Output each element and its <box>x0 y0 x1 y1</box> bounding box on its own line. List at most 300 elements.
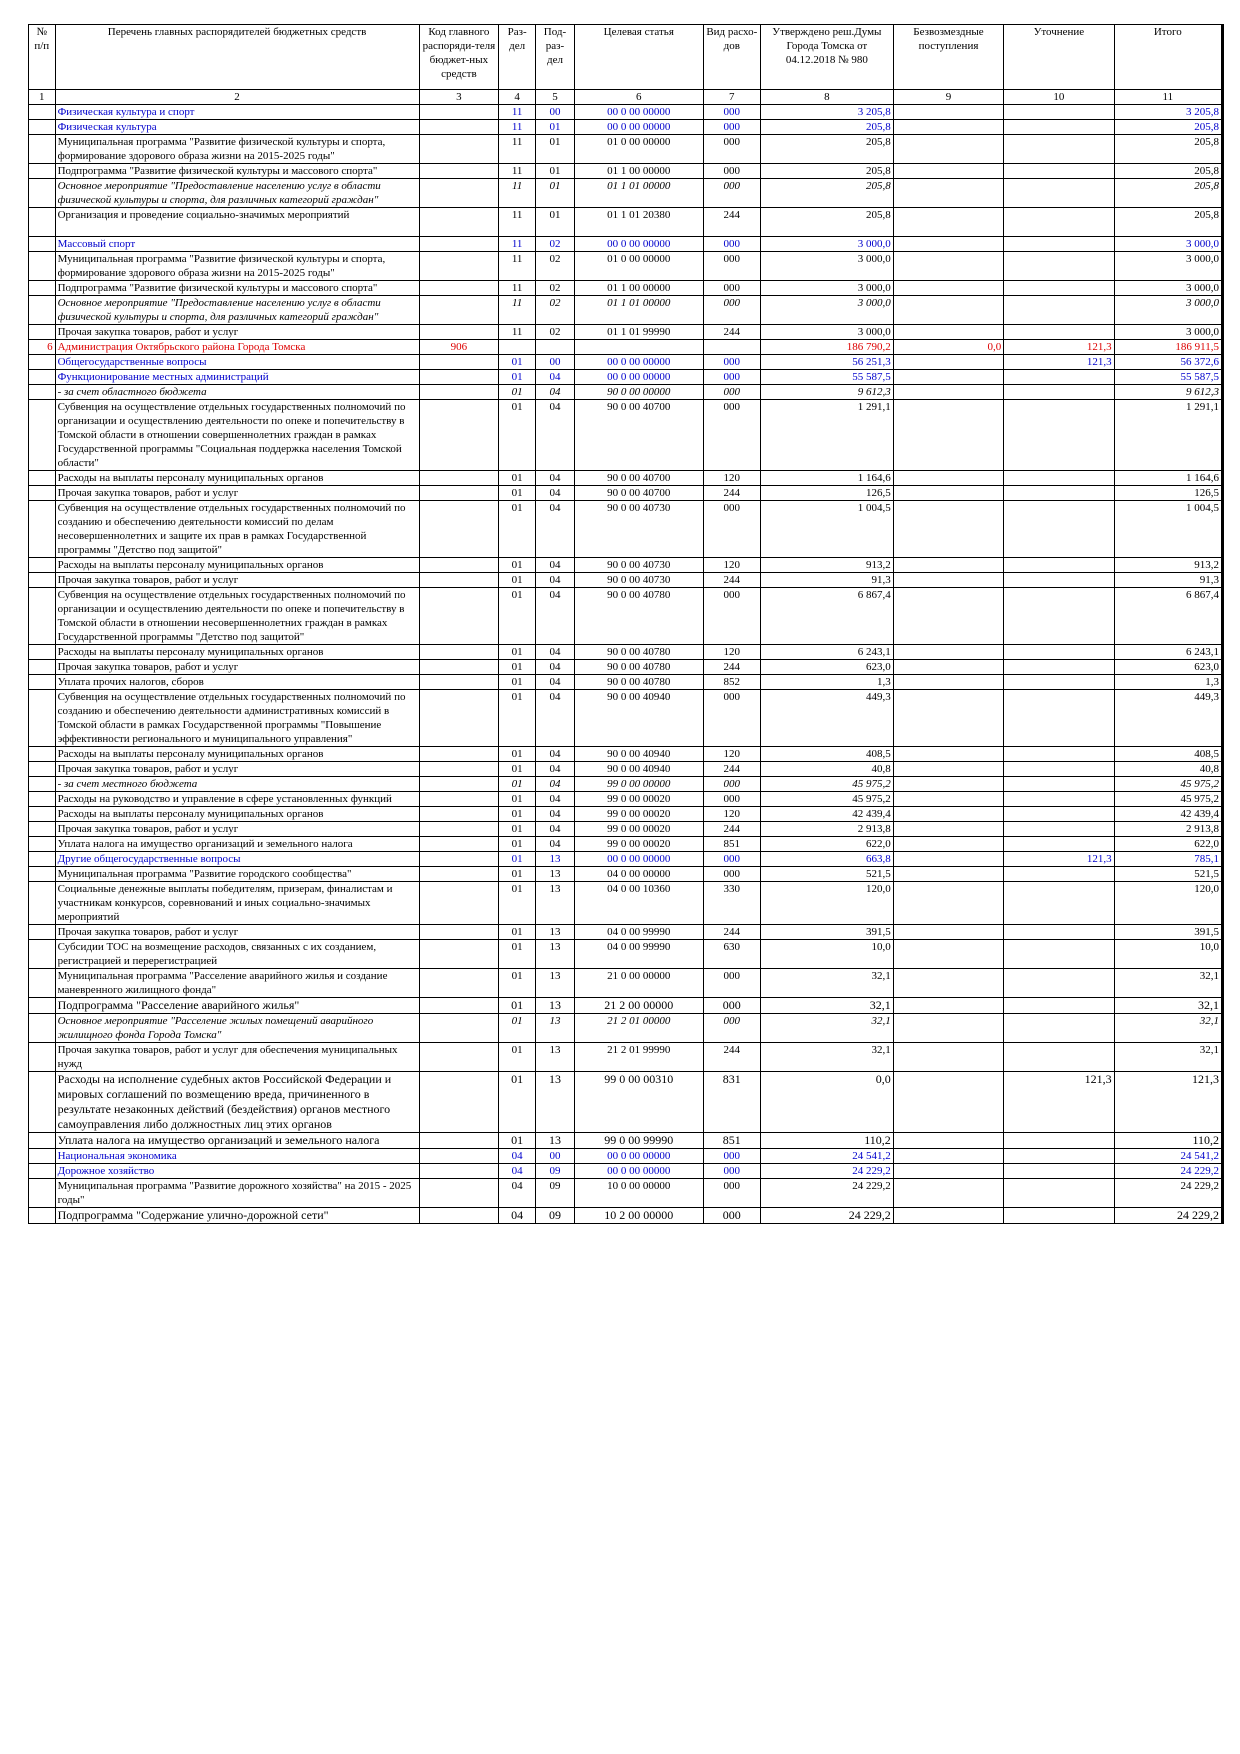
row-target: 00 0 00 00000 <box>574 237 703 252</box>
row-free <box>893 882 1003 925</box>
row-approved: 449,3 <box>760 690 893 747</box>
row-code <box>419 747 499 762</box>
row-type: 120 <box>703 807 760 822</box>
row-num <box>29 573 56 588</box>
row-section: 11 <box>499 135 536 164</box>
row-type: 851 <box>703 1133 760 1149</box>
row-free <box>893 969 1003 998</box>
row-clarify <box>1004 969 1114 998</box>
row-target: 90 0 00 40700 <box>574 400 703 471</box>
row-clarify <box>1004 777 1114 792</box>
row-total: 521,5 <box>1114 867 1222 882</box>
row-approved: 205,8 <box>760 135 893 164</box>
row-section: 01 <box>499 660 536 675</box>
row-type: 244 <box>703 325 760 340</box>
colnum: 7 <box>703 90 760 105</box>
table-row <box>29 370 1223 385</box>
table-row <box>29 1133 1223 1149</box>
row-num <box>29 675 56 690</box>
row-name: Субвенция на осуществление отдельных государственных полномочий по организации и осуществлению деятельности по опеке и попечительству в Томской области в отношении несовершеннолетних граждан в рамках Государственной программы "Детство под защитой" <box>55 588 419 645</box>
row-type: 000 <box>703 1208 760 1224</box>
row-free <box>893 777 1003 792</box>
row-name: Основное мероприятие "Расселение жилых помещений аварийного жилищного фонда Города Томска" <box>55 1014 419 1043</box>
row-total: 32,1 <box>1114 1014 1222 1043</box>
table-row <box>29 340 1223 355</box>
row-code <box>419 501 499 558</box>
row-name: Дорожное хозяйство <box>55 1164 419 1179</box>
row-subsection: 00 <box>536 105 575 120</box>
row-code <box>419 1133 499 1149</box>
row-approved: 32,1 <box>760 998 893 1014</box>
row-num <box>29 135 56 164</box>
row-target: 99 0 00 00000 <box>574 777 703 792</box>
row-approved: 110,2 <box>760 1133 893 1149</box>
row-target: 00 0 00 00000 <box>574 1164 703 1179</box>
row-section: 04 <box>499 1179 536 1208</box>
budget-table <box>28 24 1224 1224</box>
row-name: Социальные денежные выплаты победителям, призерам, финалистам и участникам конкурсов, соревнований и иных социально-значимых мероприятий <box>55 882 419 925</box>
row-clarify <box>1004 1043 1114 1072</box>
row-section: 11 <box>499 237 536 252</box>
row-subsection: 04 <box>536 777 575 792</box>
row-free <box>893 1164 1003 1179</box>
table-row <box>29 969 1223 998</box>
row-type: 852 <box>703 675 760 690</box>
row-free <box>893 355 1003 370</box>
row-target: 00 0 00 00000 <box>574 105 703 120</box>
row-subsection: 13 <box>536 882 575 925</box>
row-type: 000 <box>703 252 760 281</box>
column-number-row <box>29 90 1223 105</box>
table-row <box>29 558 1223 573</box>
table-row <box>29 807 1223 822</box>
table-row <box>29 252 1223 281</box>
row-target: 01 0 00 00000 <box>574 135 703 164</box>
row-total: 3 000,0 <box>1114 252 1222 281</box>
row-free <box>893 1043 1003 1072</box>
row-section: 01 <box>499 573 536 588</box>
row-name: Расходы на выплаты персоналу муниципальных органов <box>55 747 419 762</box>
row-code <box>419 370 499 385</box>
row-target: 90 0 00 40780 <box>574 660 703 675</box>
row-section: 01 <box>499 385 536 400</box>
row-type: 000 <box>703 385 760 400</box>
row-clarify <box>1004 998 1114 1014</box>
row-subsection: 01 <box>536 179 575 208</box>
row-total: 2 913,8 <box>1114 822 1222 837</box>
row-type: 120 <box>703 558 760 573</box>
row-free <box>893 164 1003 179</box>
row-code <box>419 867 499 882</box>
row-name: Другие общегосударственные вопросы <box>55 852 419 867</box>
row-section: 11 <box>499 179 536 208</box>
row-section: 01 <box>499 940 536 969</box>
row-approved: 32,1 <box>760 1014 893 1043</box>
row-section: 01 <box>499 762 536 777</box>
table-row <box>29 777 1223 792</box>
row-clarify <box>1004 252 1114 281</box>
row-type: 831 <box>703 1072 760 1133</box>
row-name: Администрация Октябрьского района Города Томска <box>55 340 419 355</box>
row-subsection: 02 <box>536 237 575 252</box>
table-row <box>29 690 1223 747</box>
row-free <box>893 385 1003 400</box>
header-approved: Утверждено реш.Думы Города Томска от 04.12.2018 № 980 <box>760 25 893 90</box>
row-num <box>29 471 56 486</box>
row-total: 32,1 <box>1114 1043 1222 1072</box>
row-approved: 623,0 <box>760 660 893 675</box>
row-type: 000 <box>703 355 760 370</box>
row-section: 11 <box>499 281 536 296</box>
row-num <box>29 1208 56 1224</box>
row-name: Расходы на руководство и управление в сфере установленных функций <box>55 792 419 807</box>
row-subsection: 04 <box>536 370 575 385</box>
row-num <box>29 120 56 135</box>
row-type: 330 <box>703 882 760 925</box>
row-free <box>893 573 1003 588</box>
row-total: 3 000,0 <box>1114 237 1222 252</box>
row-approved: 186 790,2 <box>760 340 893 355</box>
row-subsection: 01 <box>536 120 575 135</box>
row-num <box>29 558 56 573</box>
row-name: Физическая культура <box>55 120 419 135</box>
row-total: 3 205,8 <box>1114 105 1222 120</box>
row-approved: 0,0 <box>760 1072 893 1133</box>
row-num <box>29 1043 56 1072</box>
row-target: 99 0 00 00020 <box>574 807 703 822</box>
row-clarify <box>1004 400 1114 471</box>
row-num <box>29 792 56 807</box>
row-name: Расходы на выплаты персоналу муниципальных органов <box>55 807 419 822</box>
row-total: 55 587,5 <box>1114 370 1222 385</box>
row-type: 244 <box>703 573 760 588</box>
row-free <box>893 1014 1003 1043</box>
row-target: 04 0 00 99990 <box>574 940 703 969</box>
row-subsection: 13 <box>536 969 575 998</box>
row-name: Прочая закупка товаров, работ и услуг <box>55 325 419 340</box>
row-name: Уплата налога на имущество организаций и земельного налога <box>55 1133 419 1149</box>
row-target: 90 0 00 40940 <box>574 690 703 747</box>
row-num <box>29 385 56 400</box>
row-name: Физическая культура и спорт <box>55 105 419 120</box>
row-name: Организация и проведение социально-значимых мероприятий <box>55 208 419 237</box>
row-num <box>29 400 56 471</box>
row-target: 00 0 00 00000 <box>574 355 703 370</box>
row-type: 630 <box>703 940 760 969</box>
row-num <box>29 486 56 501</box>
row-free <box>893 1149 1003 1164</box>
row-approved: 9 612,3 <box>760 385 893 400</box>
row-total: 32,1 <box>1114 998 1222 1014</box>
row-clarify <box>1004 807 1114 822</box>
row-clarify <box>1004 588 1114 645</box>
row-code <box>419 164 499 179</box>
row-name: Функционирование местных администраций <box>55 370 419 385</box>
row-code <box>419 135 499 164</box>
row-num <box>29 179 56 208</box>
row-num <box>29 237 56 252</box>
table-row <box>29 588 1223 645</box>
row-total: 121,3 <box>1114 1072 1222 1133</box>
row-num <box>29 1179 56 1208</box>
row-type: 851 <box>703 837 760 852</box>
table-row <box>29 1208 1223 1224</box>
table-row <box>29 925 1223 940</box>
row-num <box>29 281 56 296</box>
table-row <box>29 837 1223 852</box>
row-subsection: 04 <box>536 471 575 486</box>
row-code <box>419 690 499 747</box>
row-subsection: 13 <box>536 852 575 867</box>
row-name: Расходы на выплаты персоналу муниципальных органов <box>55 645 419 660</box>
row-type: 000 <box>703 281 760 296</box>
row-total: 205,8 <box>1114 120 1222 135</box>
row-num <box>29 940 56 969</box>
row-name: Основное мероприятие "Предоставление населению услуг в области физической культуры и спорта, для различных категорий граждан" <box>55 296 419 325</box>
colnum: 8 <box>760 90 893 105</box>
row-subsection: 09 <box>536 1208 575 1224</box>
row-approved: 24 229,2 <box>760 1164 893 1179</box>
row-num <box>29 998 56 1014</box>
row-clarify <box>1004 660 1114 675</box>
row-section: 01 <box>499 400 536 471</box>
row-total: 1 164,6 <box>1114 471 1222 486</box>
row-section: 04 <box>499 1208 536 1224</box>
row-target: 90 0 00 40700 <box>574 471 703 486</box>
row-name: Прочая закупка товаров, работ и услуг <box>55 822 419 837</box>
row-total: 91,3 <box>1114 573 1222 588</box>
row-approved: 3 000,0 <box>760 281 893 296</box>
row-name: Прочая закупка товаров, работ и услуг <box>55 486 419 501</box>
row-target: 90 0 00 40780 <box>574 675 703 690</box>
row-clarify <box>1004 370 1114 385</box>
row-section: 01 <box>499 558 536 573</box>
row-target: 00 0 00 00000 <box>574 852 703 867</box>
row-num <box>29 645 56 660</box>
row-target: 90 0 00 40940 <box>574 762 703 777</box>
row-section: 01 <box>499 882 536 925</box>
row-approved: 408,5 <box>760 747 893 762</box>
row-total: 24 541,2 <box>1114 1149 1222 1164</box>
table-row <box>29 792 1223 807</box>
row-approved: 55 587,5 <box>760 370 893 385</box>
row-name: Уплата налога на имущество организаций и земельного налога <box>55 837 419 852</box>
row-approved: 45 975,2 <box>760 792 893 807</box>
row-code <box>419 807 499 822</box>
row-total: 449,3 <box>1114 690 1222 747</box>
row-code <box>419 355 499 370</box>
row-free <box>893 501 1003 558</box>
row-num <box>29 370 56 385</box>
row-clarify <box>1004 882 1114 925</box>
row-name: Расходы на исполнение судебных актов Российской Федерации и мировых соглашений по возмещению вреда, причиненного в результате незаконных действий (бездействия) органов местного самоуправления либо должностных лиц этих органов <box>55 1072 419 1133</box>
row-num <box>29 1014 56 1043</box>
row-type: 000 <box>703 370 760 385</box>
row-name: Подпрограмма "Расселение аварийного жилья" <box>55 998 419 1014</box>
row-approved: 663,8 <box>760 852 893 867</box>
row-code <box>419 400 499 471</box>
row-name: Расходы на выплаты персоналу муниципальных органов <box>55 471 419 486</box>
table-row <box>29 135 1223 164</box>
row-total: 24 229,2 <box>1114 1208 1222 1224</box>
row-subsection: 02 <box>536 281 575 296</box>
row-name: Прочая закупка товаров, работ и услуг <box>55 925 419 940</box>
row-total: 40,8 <box>1114 762 1222 777</box>
row-approved: 205,8 <box>760 179 893 208</box>
row-clarify <box>1004 237 1114 252</box>
row-free <box>893 281 1003 296</box>
row-type: 244 <box>703 822 760 837</box>
row-free <box>893 1072 1003 1133</box>
row-section: 01 <box>499 1072 536 1133</box>
row-type: 244 <box>703 660 760 675</box>
table-row <box>29 164 1223 179</box>
row-target: 99 0 00 00020 <box>574 822 703 837</box>
row-type: 244 <box>703 1043 760 1072</box>
row-subsection: 04 <box>536 400 575 471</box>
table-row <box>29 573 1223 588</box>
row-total: 24 229,2 <box>1114 1179 1222 1208</box>
row-code <box>419 325 499 340</box>
row-code <box>419 762 499 777</box>
row-total: 1 291,1 <box>1114 400 1222 471</box>
row-num <box>29 355 56 370</box>
row-subsection: 01 <box>536 135 575 164</box>
row-code <box>419 1014 499 1043</box>
row-code <box>419 296 499 325</box>
row-free <box>893 660 1003 675</box>
row-name: Субсидии ТОС на возмещение расходов, связанных с их созданием, регистрацией и перерегистрацией <box>55 940 419 969</box>
row-num <box>29 837 56 852</box>
row-section: 01 <box>499 645 536 660</box>
row-total: 3 000,0 <box>1114 325 1222 340</box>
row-subsection: 13 <box>536 1072 575 1133</box>
row-num <box>29 105 56 120</box>
row-num <box>29 762 56 777</box>
row-free <box>893 747 1003 762</box>
row-clarify <box>1004 792 1114 807</box>
row-code <box>419 969 499 998</box>
row-clarify <box>1004 486 1114 501</box>
row-type: 000 <box>703 1164 760 1179</box>
row-free <box>893 1208 1003 1224</box>
colnum: 4 <box>499 90 536 105</box>
header-section: Раз-дел <box>499 25 536 90</box>
row-num <box>29 208 56 237</box>
row-total: 110,2 <box>1114 1133 1222 1149</box>
table-row <box>29 105 1223 120</box>
row-approved: 1 164,6 <box>760 471 893 486</box>
header-name: Перечень главных распорядителей бюджетных средств <box>55 25 419 90</box>
row-num <box>29 822 56 837</box>
row-free <box>893 792 1003 807</box>
row-total: 9 612,3 <box>1114 385 1222 400</box>
table-row <box>29 1043 1223 1072</box>
row-code <box>419 208 499 237</box>
row-free <box>893 675 1003 690</box>
row-type: 000 <box>703 105 760 120</box>
row-clarify <box>1004 558 1114 573</box>
row-section: 11 <box>499 208 536 237</box>
row-section: 01 <box>499 925 536 940</box>
row-name: Уплата прочих налогов, сборов <box>55 675 419 690</box>
row-subsection: 13 <box>536 998 575 1014</box>
row-type: 000 <box>703 792 760 807</box>
row-free <box>893 105 1003 120</box>
row-section: 01 <box>499 969 536 998</box>
row-subsection: 13 <box>536 1043 575 1072</box>
table-row <box>29 822 1223 837</box>
row-approved: 622,0 <box>760 837 893 852</box>
row-type: 000 <box>703 1149 760 1164</box>
row-clarify <box>1004 164 1114 179</box>
row-approved: 3 205,8 <box>760 105 893 120</box>
table-row <box>29 645 1223 660</box>
row-free <box>893 867 1003 882</box>
row-target: 01 1 00 00000 <box>574 281 703 296</box>
row-code <box>419 120 499 135</box>
row-subsection: 04 <box>536 645 575 660</box>
row-type: 000 <box>703 179 760 208</box>
row-approved: 24 541,2 <box>760 1149 893 1164</box>
row-type: 000 <box>703 588 760 645</box>
row-target: 01 1 01 00000 <box>574 296 703 325</box>
row-type: 000 <box>703 867 760 882</box>
header-type: Вид расхо-дов <box>703 25 760 90</box>
row-target: 01 1 00 00000 <box>574 164 703 179</box>
row-total: 42 439,4 <box>1114 807 1222 822</box>
table-body <box>29 105 1223 1224</box>
row-clarify <box>1004 325 1114 340</box>
row-code <box>419 588 499 645</box>
row-target: 04 0 00 00000 <box>574 867 703 882</box>
row-free <box>893 998 1003 1014</box>
row-clarify <box>1004 501 1114 558</box>
row-total: 120,0 <box>1114 882 1222 925</box>
row-type: 120 <box>703 747 760 762</box>
row-num <box>29 164 56 179</box>
row-total: 45 975,2 <box>1114 777 1222 792</box>
row-num: 6 <box>29 340 56 355</box>
row-clarify <box>1004 1164 1114 1179</box>
row-subsection: 13 <box>536 925 575 940</box>
row-subsection: 04 <box>536 588 575 645</box>
row-clarify <box>1004 925 1114 940</box>
row-num <box>29 969 56 998</box>
row-section: 11 <box>499 325 536 340</box>
row-code <box>419 645 499 660</box>
row-code <box>419 252 499 281</box>
row-subsection: 13 <box>536 940 575 969</box>
colnum: 2 <box>55 90 419 105</box>
row-clarify <box>1004 1014 1114 1043</box>
row-code <box>419 792 499 807</box>
row-name: Прочая закупка товаров, работ и услуг <box>55 762 419 777</box>
row-type: 000 <box>703 120 760 135</box>
row-approved: 2 913,8 <box>760 822 893 837</box>
row-name: Подпрограмма "Развитие физической культуры и массового спорта" <box>55 281 419 296</box>
row-num <box>29 690 56 747</box>
row-type: 000 <box>703 164 760 179</box>
row-name: Муниципальная программа "Развитие дорожного хозяйства" на 2015 - 2025 годы" <box>55 1179 419 1208</box>
table-row <box>29 208 1223 237</box>
table-row <box>29 486 1223 501</box>
row-clarify <box>1004 179 1114 208</box>
row-clarify <box>1004 208 1114 237</box>
row-section: 01 <box>499 777 536 792</box>
row-total: 913,2 <box>1114 558 1222 573</box>
row-section: 11 <box>499 296 536 325</box>
